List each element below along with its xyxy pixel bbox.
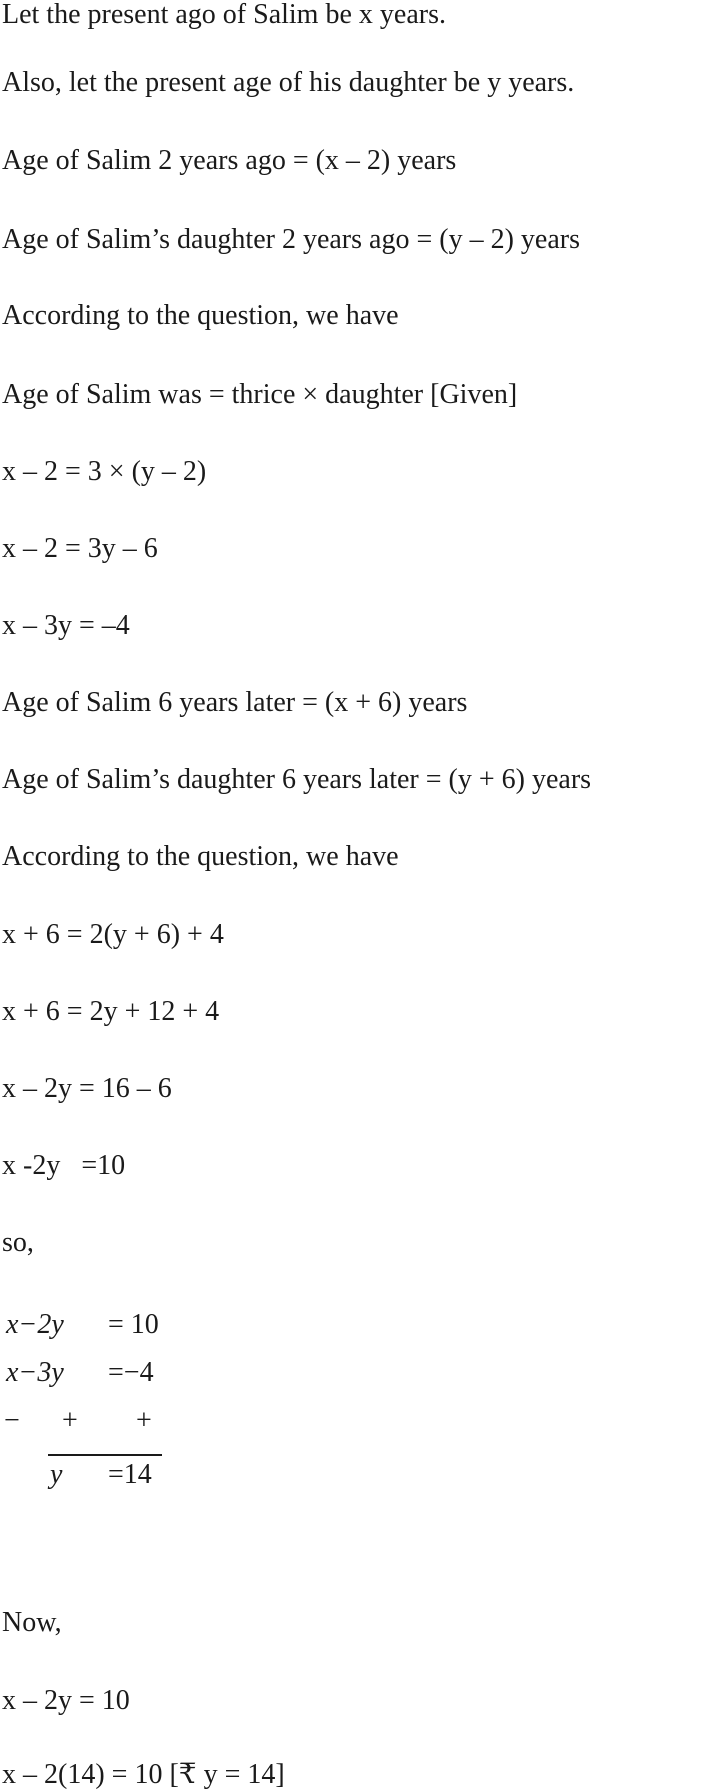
elimination-sign-plus-1: +	[62, 1405, 78, 1436]
equation-line-1: x – 2 = 3 × (y – 2)	[2, 456, 207, 487]
text-line-5: According to the question, we have	[2, 300, 399, 331]
equation-line-2: x – 2 = 3y – 6	[2, 533, 158, 564]
elimination-row2-rhs: =−4	[108, 1357, 154, 1388]
text-line-8: Age of Salim’s daughter 6 years later = (y + 6) years	[2, 764, 592, 795]
equation-line-5: x + 6 = 2y + 12 + 4	[2, 996, 220, 1027]
equation-line-8: x – 2y = 10	[2, 1685, 130, 1716]
elimination-result-rhs: =14	[108, 1459, 152, 1490]
text-line-2: Also, let the present age of his daughter be y years.	[2, 67, 575, 98]
equation-line-6: x – 2y = 16 – 6	[2, 1073, 172, 1104]
elimination-row1-lhs: x−2y	[6, 1309, 64, 1340]
elimination-row2-lhs: x−3y	[6, 1357, 64, 1388]
equation-line-4: x + 6 = 2(y + 6) + 4	[2, 919, 224, 950]
elimination-result-lhs: y	[50, 1459, 63, 1490]
equation-line-7: x -2y =10	[2, 1150, 126, 1181]
text-line-now: Now,	[2, 1607, 62, 1638]
equation-line-9: x – 2(14) = 10 [₹ y = 14]	[2, 1759, 285, 1790]
text-line-3: Age of Salim 2 years ago = (x – 2) years	[2, 145, 457, 176]
text-line-7: Age of Salim 6 years later = (x + 6) years	[2, 687, 468, 718]
elimination-rule	[48, 1454, 162, 1456]
text-line-9: According to the question, we have	[2, 841, 399, 872]
equation-line-3: x – 3y = –4	[2, 610, 130, 641]
elimination-block	[0, 1308, 200, 1498]
text-line-1: Let the present ago of Salim be x years.	[2, 0, 446, 30]
elimination-sign-plus-2: +	[136, 1405, 152, 1436]
elimination-row1-rhs: = 10	[108, 1309, 159, 1340]
elimination-sign-minus: −	[4, 1405, 20, 1436]
text-line-10: so,	[2, 1227, 34, 1258]
text-line-6: Age of Salim was = thrice × daughter [Given]	[2, 379, 518, 410]
text-line-4: Age of Salim’s daughter 2 years ago = (y – 2) years	[2, 224, 580, 255]
